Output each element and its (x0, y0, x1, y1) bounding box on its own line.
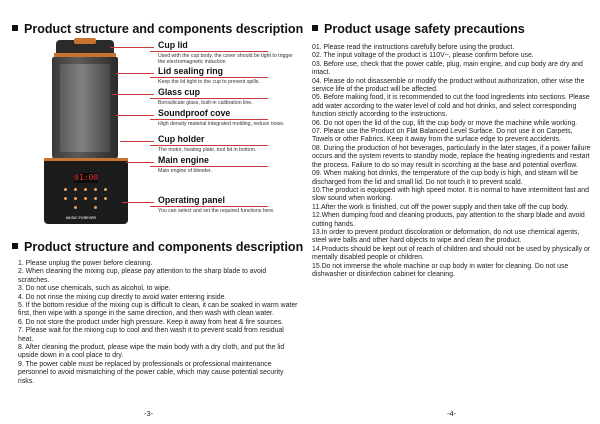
label-underline (150, 98, 268, 99)
label-title: Main engine (158, 155, 209, 165)
blender-illustration (38, 40, 134, 226)
list-item: 14.Products should be kept out of reach of children and should not be used by physically or mentally disabled people or children. (312, 245, 591, 262)
leader-line (116, 73, 154, 74)
label-underline (150, 51, 268, 52)
list-item: 12.When dumping food and cleaning products, pay attention to the sharp blade and avoid cutting hands. (312, 212, 585, 228)
panel-button-icon (94, 188, 97, 191)
label-desc: High density material integrated molding, reduce noise. (158, 121, 285, 127)
label-cup-lid (158, 40, 298, 66)
list-item: 05. Before making food, it is recommended to cut the food ingredients into sections. Please add water according to the water level of cold and hot drinks, and select corresponding function strictly according to the instructions. (312, 94, 590, 119)
list-item: 4. Do not rinse the mixing cup directly to avoid water entering inside. (18, 293, 227, 301)
label-title: Soundproof cove (158, 108, 231, 118)
panel-button-icon (74, 206, 77, 209)
list-item: 07. Please use the Product on Flat Balanced Level Surface. Do not use it on Carpets, Towels or other Fabrics. Keep it away from the surface edge to prevent accidents. (312, 128, 573, 144)
label-soundproof-cove (158, 108, 298, 127)
structure-heading-text: Product structure and components description (24, 22, 304, 36)
list-item: 9. The power cable must be replaced by professionals or professional maintenance personnel to avoid mismatching of the power cable, which may cause potential security risks. (18, 360, 284, 385)
label-title: Operating panel (158, 195, 225, 205)
panel-button-icon (64, 188, 67, 191)
list-item: 2. When cleaning the mixing cup, please pay attention to the sharp blade to avoid scratches. (18, 268, 267, 284)
leader-line (110, 47, 154, 48)
safety-heading (312, 22, 525, 36)
panel-button-icon (84, 188, 87, 191)
panel-button-icon (104, 197, 107, 200)
panel-button-icon (104, 188, 107, 191)
structure-heading (12, 22, 303, 36)
label-underline (150, 145, 268, 146)
safety-heading-text: Product usage safety precautions (324, 22, 525, 36)
panel-button-icon (84, 197, 87, 200)
list-item: 02. The input voltage of the product is 110V~, please confirm before use. (312, 52, 534, 60)
panel-button-icon (94, 206, 97, 209)
label-lid-sealing-ring (158, 66, 298, 85)
bullet-square-icon (312, 25, 318, 31)
leader-line (126, 162, 154, 163)
label-main-engine (158, 155, 298, 174)
main-engine-base (44, 158, 128, 224)
bullet-square-icon (12, 243, 18, 249)
label-cup-holder (158, 134, 298, 153)
label-glass-cup (158, 87, 298, 106)
list-item: 5. If the bottom residue of the mixing cup is difficult to clean, it can be soaked in warm water first, then wipe with a sponge in the same direction, and then wash with clean water. (18, 302, 298, 318)
list-item: 10.The product is equipped with high speed motor. It is normal to have intermittent fast and slow sound when working. (312, 186, 589, 203)
list-item: 8. After cleaning the product, please wipe the main body with a dry cloth, and put the lid upside down in a cool place to dry. (18, 344, 285, 360)
leader-line (112, 94, 154, 95)
leader-line (120, 141, 154, 142)
page-number: -4- (447, 409, 457, 418)
label-desc: You can select and set the required functions here. (158, 208, 275, 214)
panel-button-icon (94, 197, 97, 200)
label-title: Cup lid (158, 40, 188, 50)
brand-logo: MUSIC FOREVER (66, 216, 96, 220)
cleaning-list (18, 260, 298, 386)
label-underline (150, 206, 268, 207)
label-desc: Keep the lid tight to the cup to prevent spills. (158, 79, 260, 85)
base-trim (44, 158, 128, 161)
bullet-square-icon (12, 25, 18, 31)
panel-display: 01:00 (74, 173, 99, 182)
list-item: 09. When making hot drinks, the temperature of the cup body is high, and steam will be discharged from the lid and small lid. Do not touch it to prevent scald. (312, 170, 578, 186)
list-item: 03. Before use, check that the power cable, plug, main engine, and cup body are dry and intact. (312, 60, 583, 77)
label-desc: The motor, heating plate, tool bit in bottom. (158, 147, 257, 153)
label-title: Glass cup (158, 87, 201, 97)
label-underline (150, 166, 268, 167)
glass-cup (60, 64, 110, 152)
label-title: Lid sealing ring (158, 66, 224, 76)
page-number: -3- (144, 409, 154, 418)
right-page (300, 0, 600, 424)
label-desc: Main engine of blender. (158, 168, 212, 174)
list-item: 7. Please wait for the mixing cup to cool and then wash it to prevent scald from residual heat. (18, 327, 284, 343)
safety-list (312, 44, 592, 279)
panel-button-icon (74, 188, 77, 191)
list-item: 08. During the production of hot beverages, particularly in the later stages, if a power failure occurs and the system reverts to standby mode, replace the heating ingredients and restart the process. Failure to do so may result in scorching at the base and potential overflow. (312, 144, 591, 169)
label-operating-panel (158, 195, 298, 214)
list-item: 1. Please unplug the power before cleaning. (18, 260, 153, 267)
cleaning-heading (12, 240, 303, 254)
panel-button-icon (64, 197, 67, 200)
list-item: 01. Please read the instructions carefully before using the product. (312, 44, 515, 51)
list-item: 11.After the work is finished, cut off the power supply and then take off the cup body. (312, 203, 569, 211)
label-title: Cup holder (158, 134, 205, 144)
label-underline (150, 119, 268, 120)
label-underline (150, 77, 268, 78)
list-item: 04. Please do not disassemble or modify the product without authorization, other wise the service life of the product will be affected. (312, 77, 585, 94)
label-desc: Borosilicate glass, built-in calibration line. (158, 100, 253, 106)
panel-button-icon (74, 197, 77, 200)
list-item: 15.Do not immerse the whole machine or cup body in water for cleaning. Do not use dishwasher or disinfection cabinet for cleaning. (312, 262, 569, 278)
leader-line (116, 115, 154, 116)
cleaning-heading-text: Product structure and components description (24, 240, 304, 254)
list-item: 06. Do not open the lid of the cup, lift the cup body or move the machine while working. (312, 119, 578, 127)
list-item: 6. Do not store the product under high pressure. Keep it away from heat & fire sources. (18, 318, 284, 326)
list-item: 3. Do not use chemicals, such as alcohol, to wipe. (18, 285, 171, 293)
leader-line (122, 202, 154, 203)
list-item: 13.In order to prevent product discoloration or deformation, do not use chemical agents, steel wire balls and other hard objects to wipe and clean the product. (312, 228, 580, 245)
label-desc: Used with the cup body, the cover should be tight to trigger the electromagnetic induction (158, 53, 293, 66)
lid-knob (74, 38, 96, 44)
